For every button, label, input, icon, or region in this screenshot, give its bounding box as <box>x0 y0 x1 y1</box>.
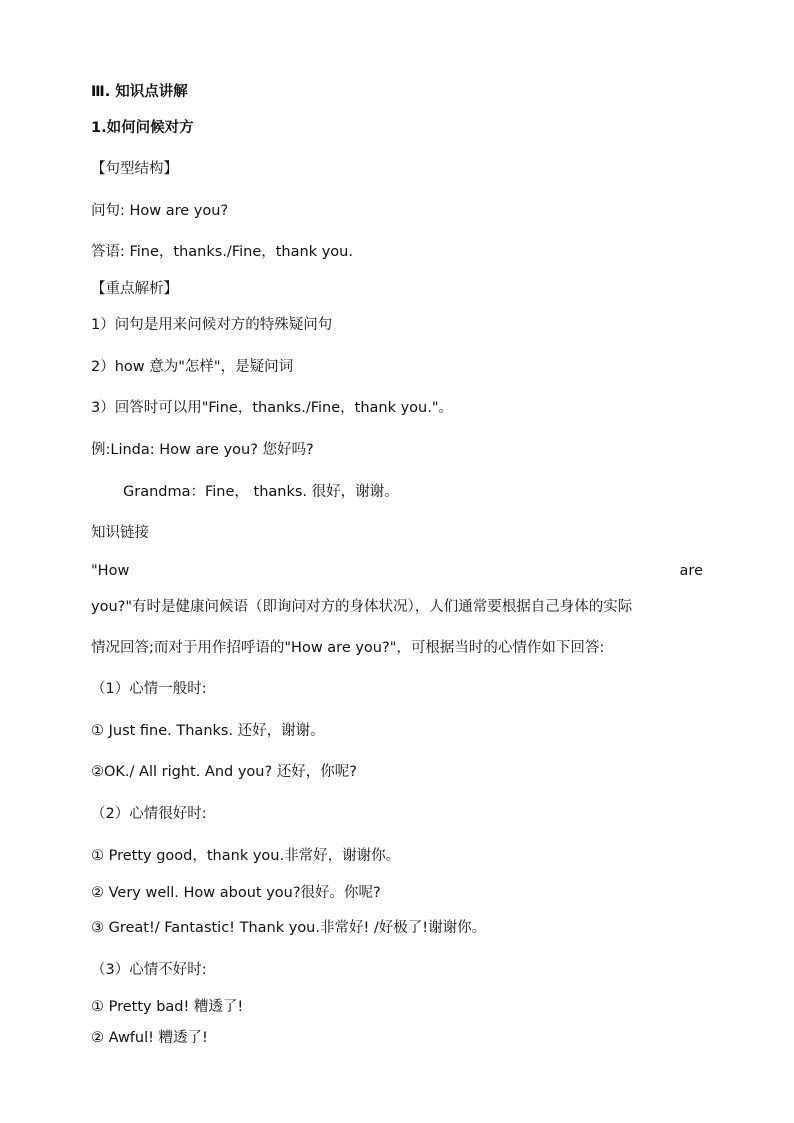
mood-item: ②OK./ All right. And you? 还好，你呢? <box>91 764 357 780</box>
question-line: 问句: How are you? <box>91 203 229 219</box>
answer-line: 答语: Fine，thanks./Fine，thank you. <box>91 244 353 260</box>
mood-title: （2）心情很好时: <box>91 806 207 822</box>
link-paragraph-line1 <box>91 561 703 581</box>
mood-item: ② Awful! 糟透了! <box>91 1030 208 1046</box>
mood-item: ① Pretty bad! 糟透了! <box>91 999 244 1015</box>
mood-title: （3）心情不好时: <box>91 962 207 978</box>
link-line1-left: "How <box>91 563 130 579</box>
section-heading: Ⅲ. 知识点讲解 <box>91 84 188 100</box>
link-paragraph-line2: you?"有时是健康问候语（即询问对方的身体状况），人们通常要根据自己身体的实际 <box>91 599 633 615</box>
analysis-point: 3）回答时可以用"Fine，thanks./Fine，thank you."。 <box>91 400 454 416</box>
link-line1-right: are <box>679 563 703 579</box>
topic-heading: 1.如何问候对方 <box>91 120 194 136</box>
mood-item: ② Very well. How about you?很好。你呢? <box>91 885 381 901</box>
mood-item: ③ Great!/ Fantastic! Thank you.非常好! /好极了!谢谢你。 <box>91 920 487 936</box>
example-answer: Grandma：Fine， thanks. 很好，谢谢。 <box>123 484 399 500</box>
mood-item: ① Pretty good，thank you.非常好，谢谢你。 <box>91 848 401 864</box>
analysis-point: 1）问句是用来问候对方的特殊疑问句 <box>91 317 333 333</box>
example-question: 例:Linda: How are you? 您好吗? <box>91 442 314 458</box>
analysis-label: 【重点解析】 <box>91 281 178 297</box>
link-paragraph-line3: 情况回答;而对于用作招呼语的"How are you?"，可根据当时的心情作如下回答: <box>91 640 605 656</box>
knowledge-link-label: 知识链接 <box>91 525 149 541</box>
mood-title: （1）心情一般时: <box>91 681 207 697</box>
analysis-point: 2）how 意为"怎样"，是疑问词 <box>91 359 294 375</box>
mood-item: ① Just fine. Thanks. 还好，谢谢。 <box>91 723 325 739</box>
structure-label: 【句型结构】 <box>91 161 178 177</box>
